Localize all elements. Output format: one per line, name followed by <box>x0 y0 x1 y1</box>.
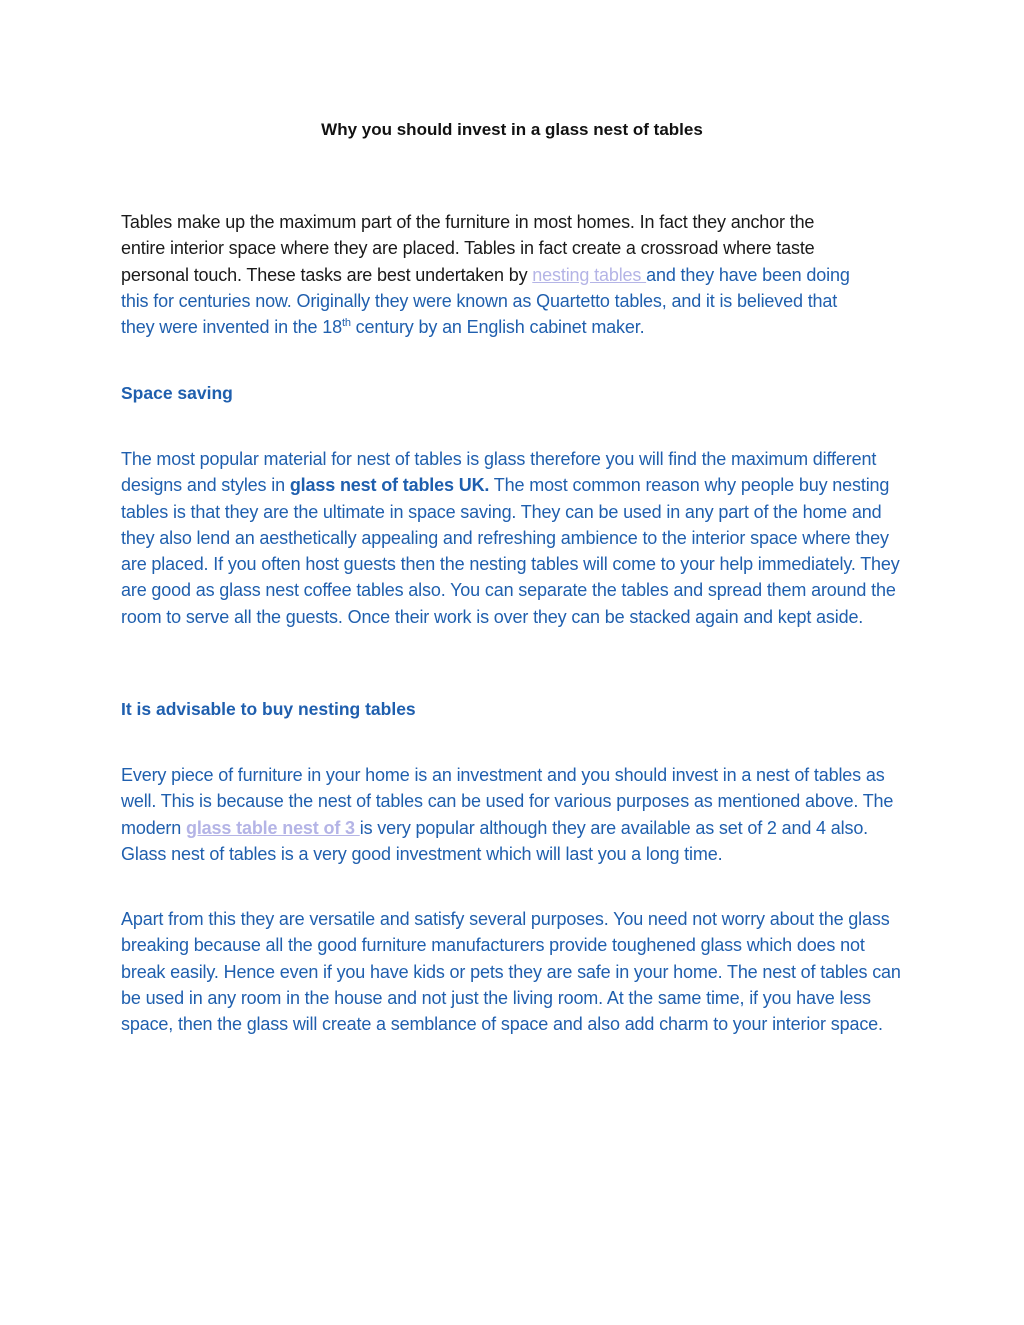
intro-line-5-pre: they were invented in the 18 <box>121 317 342 338</box>
space-saving-text-pre: The most popular material for nest of tables is glass therefore you will find the maximum different designs and styles in <box>121 449 877 496</box>
advisable-text-pre: Every piece of furniture in your home is an investment and you should invest in a nest of tables as well. This is because the nest of tables can be used for various purposes as mentioned above. The modern <box>121 765 894 838</box>
space-saving-paragraph <box>121 446 911 630</box>
intro-line-3-continuation: and they have been doing <box>646 264 850 285</box>
glass-table-nest-link[interactable]: glass table nest of 3 <box>185 817 360 838</box>
advisable-heading: It is advisable to buy nesting tables <box>121 699 416 719</box>
intro-line-5 <box>121 314 911 340</box>
space-saving-text-post: The most common reason why people buy nesting tables is that they are the ultimate in space saving. They can be used in any part of the home and they also lend an aesthetically appealing and refreshing ambience to the interior space where they are placed. If you often host guests then the nesting tables will come to your help immediately. They are good as glass nest coffee tables also. You can separate the tables and spread them around the room to serve all the guests. Once their work is over they can be stacked again and kept aside. <box>121 475 900 627</box>
advisable-paragraph-1 <box>121 762 911 867</box>
intro-line-3 <box>121 262 911 288</box>
nesting-tables-link[interactable]: nesting tables <box>532 264 647 285</box>
ordinal-suffix: th <box>341 317 351 330</box>
intro-line-1: Tables make up the maximum part of the furniture in most homes. In fact they anchor the <box>121 212 815 232</box>
page-title: Why you should invest in a glass nest of tables <box>321 120 703 139</box>
intro-line-4: this for centuries now. Originally they were known as Quartetto tables, and it is believed that <box>121 290 838 311</box>
glass-nest-uk-emphasis: glass nest of tables UK. <box>289 475 490 496</box>
intro-line-5-post: century by an English cabinet maker. <box>350 317 645 338</box>
advisable-paragraph-2: Apart from this they are versatile and satisfy several purposes. You need not worry about the glass breaking because all the good furniture manufacturers provide toughened glass which does not break easily. Hence even if you have kids or pets they are safe in your home. The nest of tables can be used in any room in the house and not just the living room. At the same time, if you have less space, then the glass will create a semblance of space and also add charm to your interior space. <box>121 909 901 1035</box>
space-saving-heading: Space saving <box>121 383 233 403</box>
intro-paragraph <box>121 209 911 340</box>
intro-line-3-text: personal touch. These tasks are best undertaken by <box>121 264 533 285</box>
advisable-text-post: is very popular although they are available as set of 2 and 4 also. Glass nest of tables is a very good investment which will last you a long time. <box>121 817 869 864</box>
intro-line-2: entire interior space where they are placed. Tables in fact create a crossroad where taste <box>121 238 815 259</box>
